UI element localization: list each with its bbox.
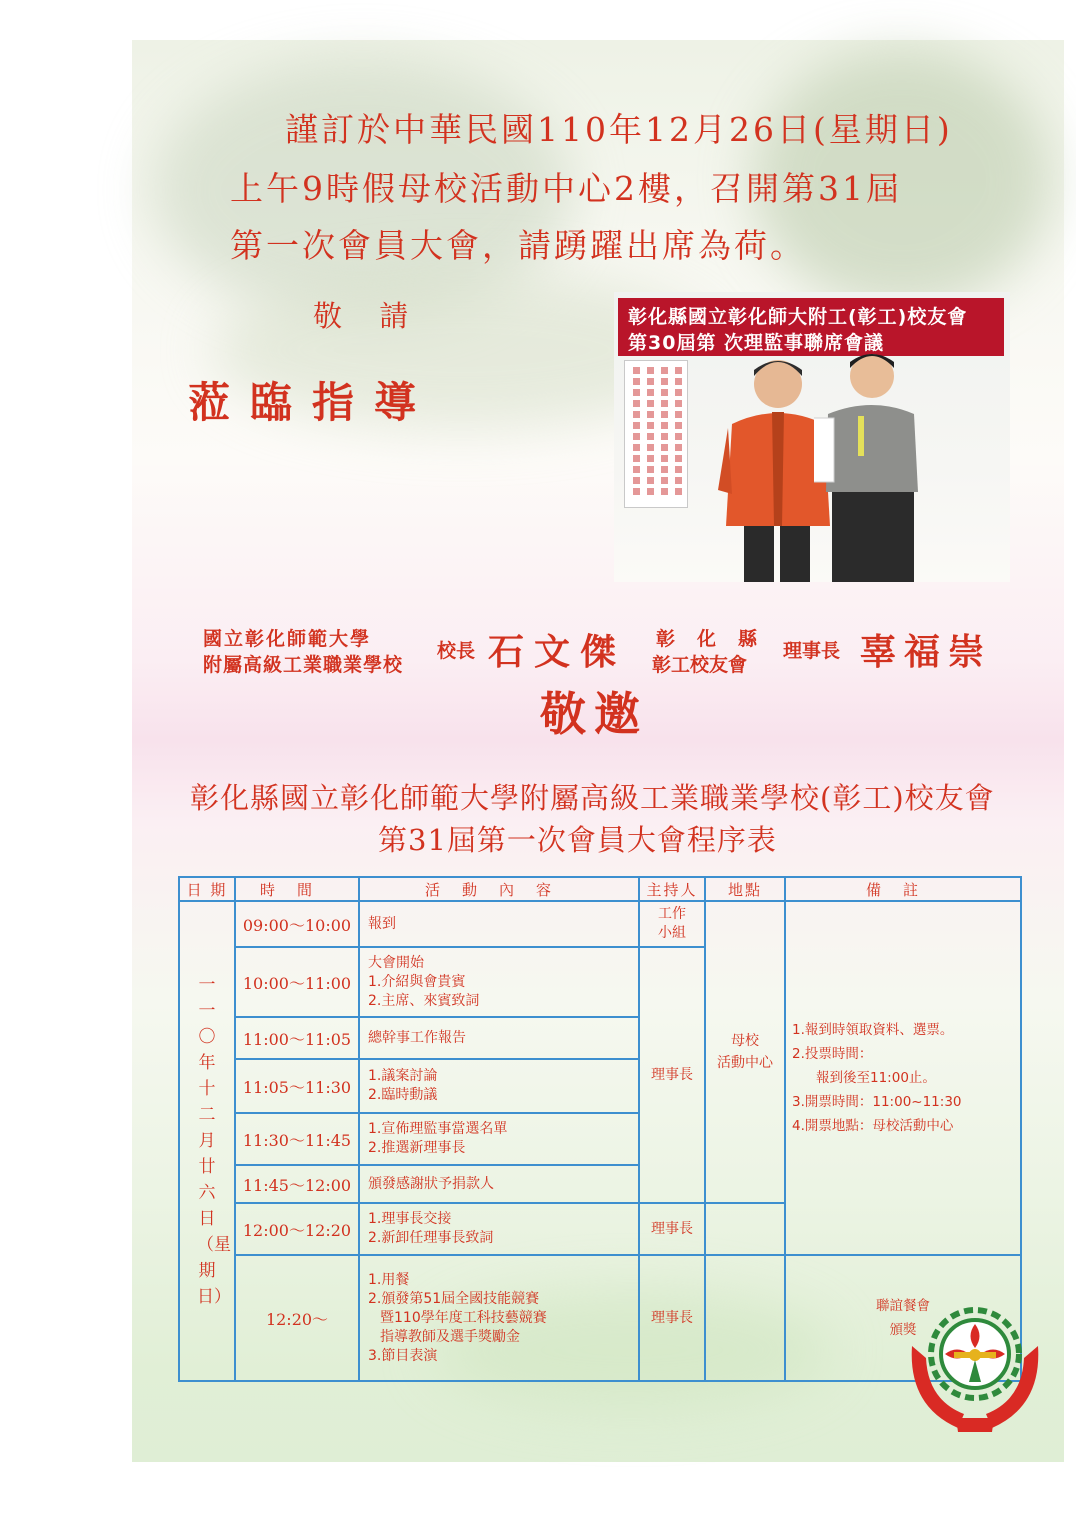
time-cell: 11:30～11:45 [235, 1113, 359, 1165]
principal-title: 校長 [437, 640, 476, 662]
person-right [814, 336, 924, 582]
place-line: 母校 [731, 1033, 759, 1049]
banner-line-1: 彰化縣國立彰化師大附工(彰工)校友會 [628, 306, 968, 328]
place-cell-empty [705, 1255, 785, 1381]
time-cell: 11:00～11:05 [235, 1017, 359, 1059]
header-note-label: 備註 [865, 880, 940, 899]
banner-line-2: 第30屆第 次理監事聯席會議 [628, 332, 885, 354]
activity-line: 2.頒發第51屆全國技能競賽 [368, 1290, 540, 1307]
note-line: 4.開票地點：母校活動中心 [792, 1118, 954, 1134]
date-text: 一一〇年十二月廿六日（星期日） [197, 975, 231, 1307]
activity-line: 暨110學年度工科技藝競賽 [380, 1309, 547, 1326]
header-activity-label: 活動內容 [424, 880, 573, 899]
header-date: 日 期 [179, 877, 235, 901]
schedule-heading-line-1: 彰化縣國立彰化師範大學附屬高級工業職業學校(彰工)校友會 [190, 781, 995, 815]
chair-title: 理事長 [783, 640, 841, 662]
activity-line: 總幹事工作報告 [368, 1029, 466, 1046]
time-cell: 11:45～12:00 [235, 1165, 359, 1203]
school-name-line-2: 附屬高級工業職業學校 [203, 654, 404, 676]
host-cell: 理事長 [639, 947, 705, 1203]
activity-line: 1.用餐 [368, 1271, 410, 1288]
alumni-county: 彰化縣 [656, 628, 780, 650]
activity-cell [359, 1255, 639, 1381]
activity-cell [359, 947, 639, 1017]
table-header-row [179, 877, 1021, 901]
schedule-table [178, 876, 1020, 1382]
principal-name: 石文傑 [488, 631, 627, 673]
note-line: 2.投票時間： [792, 1046, 873, 1062]
time-cell: 12:00～12:20 [235, 1203, 359, 1255]
schedule-heading-line-2: 第31屆第一次會員大會程序表 [378, 823, 777, 857]
activity-cell [359, 1059, 639, 1113]
note-line: 聯誼餐會 [876, 1298, 930, 1314]
activity-line: 3.節目表演 [368, 1347, 438, 1364]
activity-line: 2.推選新理事長 [368, 1140, 466, 1156]
guidance-text: 蒞臨指導 [188, 378, 437, 427]
host-cell: 理事長 [639, 1255, 705, 1381]
intro-line-3: 第一次會員大會，請踴躍出席為荷。 [230, 226, 806, 265]
time-cell: 11:05～11:30 [235, 1059, 359, 1113]
meeting-board [624, 360, 688, 508]
header-place: 地點 [705, 877, 785, 901]
activity-cell [359, 901, 639, 947]
header-time [235, 877, 359, 901]
note-line: 1.報到時領取資料、選票。 [792, 1022, 954, 1038]
header-time-label: 時間 [259, 880, 334, 899]
activity-cell [359, 1017, 639, 1059]
activity-line: 1.議案討論 [368, 1068, 438, 1084]
header-activity [359, 877, 639, 901]
meeting-photo [614, 292, 1010, 582]
respect-text: 敬 請 [313, 299, 423, 333]
school-name-line-1: 國立彰化師範大學 [203, 628, 372, 650]
header-note [785, 877, 1021, 901]
date-cell [179, 901, 235, 1381]
school-emblem-icon [904, 1302, 1046, 1438]
activity-line: 頒發感謝狀予捐款人 [368, 1175, 494, 1192]
activity-line: 2.臨時動議 [368, 1087, 438, 1103]
place-cell-empty [705, 1203, 785, 1255]
place-cell [705, 901, 785, 1203]
activity-line: 指導教師及選手獎勵金 [380, 1328, 520, 1345]
header-host: 主持人 [639, 877, 705, 901]
activity-cell [359, 1203, 639, 1255]
activity-line: 1.宣佈理監事當選名單 [368, 1121, 508, 1137]
intro-line-1: 謹訂於中華民國110年12月26日(星期日) [285, 110, 953, 149]
notes-cell [785, 901, 1021, 1255]
activity-line: 2.主席、來賓致詞 [368, 992, 480, 1009]
note-line: 3.開票時間：11:00~11:30 [792, 1094, 962, 1110]
time-cell: 10:00～11:00 [235, 947, 359, 1017]
host-cell: 理事長 [639, 1203, 705, 1255]
activity-line: 1.理事長交接 [368, 1211, 452, 1227]
activity-line: 2.新卸任理事長致詞 [368, 1230, 494, 1246]
activity-line: 大會開始 [368, 954, 424, 971]
alumni-association: 彰工校友會 [652, 654, 748, 676]
activity-cell [359, 1113, 639, 1165]
time-cell: 09:00～10:00 [235, 901, 359, 947]
activity-line: 1.介紹與會貴賓 [368, 973, 466, 990]
host-line: 小組 [658, 925, 686, 941]
place-line: 活動中心 [717, 1055, 773, 1071]
chair-name: 辜福崇 [860, 631, 993, 673]
host-cell [639, 901, 705, 947]
activity-line: 報到 [368, 915, 396, 932]
table-row [179, 1255, 1021, 1381]
intro-line-2: 上午9時假母校活動中心2樓，召開第31屆 [230, 169, 902, 208]
note-line: 報到後至11:00止。 [816, 1070, 936, 1086]
time-cell: 12:20～ [235, 1255, 359, 1381]
host-line: 工作 [658, 906, 686, 922]
invite-text: 敬邀 [540, 687, 648, 741]
table-row [179, 901, 1021, 947]
activity-cell [359, 1165, 639, 1203]
note-line: 頒獎 [889, 1322, 917, 1338]
